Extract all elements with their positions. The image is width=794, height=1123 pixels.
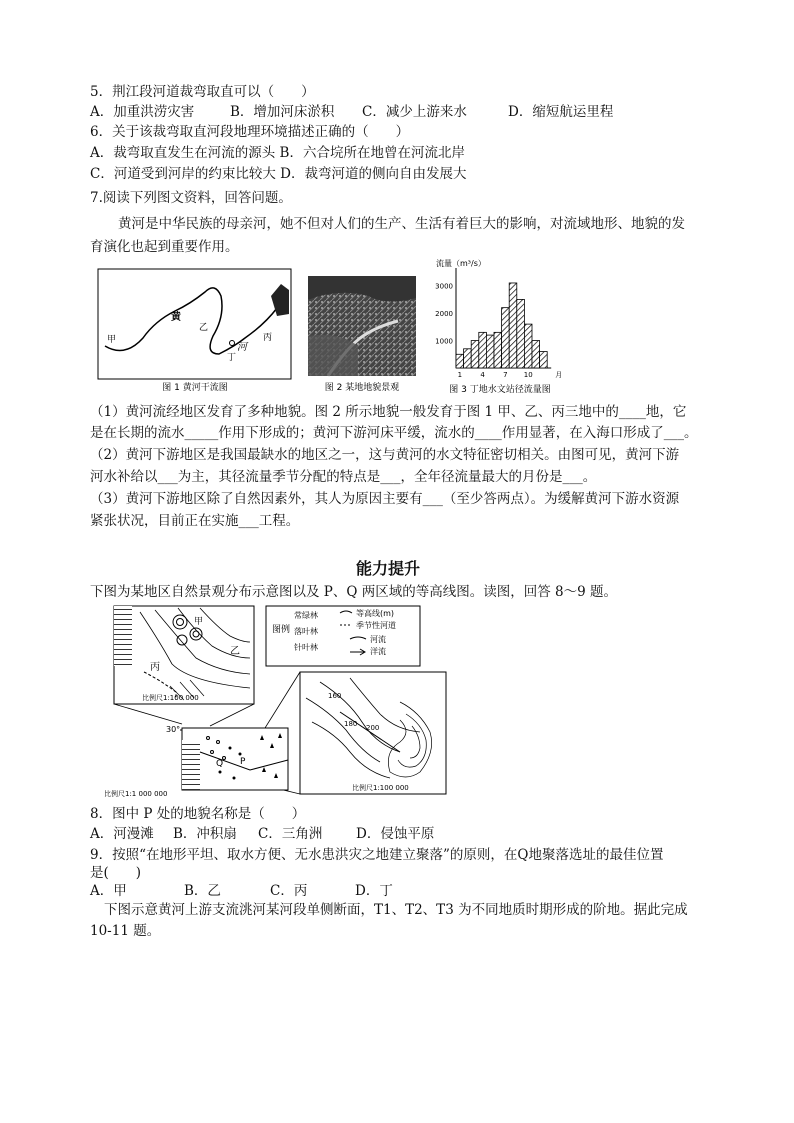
legend-conifer: 针叶林 <box>294 643 318 652</box>
q6-options-cd: C．河道受到河岸的约束比较大 D．裁弯河道的侧向自由发展大 <box>90 166 467 182</box>
fig1-label-he: 河 <box>237 342 247 353</box>
q5-option-a: A．加重洪涝灾害 <box>90 104 195 120</box>
chart-bar-month-3 <box>471 341 479 368</box>
legend-title: 图例 <box>272 625 291 635</box>
chart-x-tick-7: 7 <box>503 371 508 379</box>
chart-bar-month-12 <box>540 352 548 368</box>
contour-200: 200 <box>366 724 380 732</box>
q9-option-a: A．甲 <box>90 883 127 899</box>
map-label-yi: 乙 <box>230 646 240 657</box>
chart-bar-month-5 <box>486 335 494 368</box>
chart-bar-month-4 <box>479 332 487 368</box>
map-label-P: P <box>240 757 246 767</box>
q7-intro-2: 育演化也起到重要作用。 <box>90 239 239 255</box>
chart-bar-month-9 <box>517 299 525 368</box>
section-title: 能力提升 <box>356 559 421 578</box>
fig1-caption: 图 1 黄河干流图 <box>162 383 228 393</box>
q8-option-b: B．冲积扇 <box>173 826 237 842</box>
q8-option-d: D．侵蚀平原 <box>356 826 435 842</box>
figure-1-yellow-river-map <box>95 266 295 396</box>
q8-stem: 8．图中 P 处的地貌名称是（ ） <box>90 806 306 822</box>
contour-180: 180 <box>344 720 358 728</box>
chart-x-tick-1: 1 <box>457 371 463 379</box>
legend-seasonal-river: 季节性河道 <box>356 621 396 630</box>
map-scale-top: 比例尺1:100 000 <box>142 694 199 702</box>
legend-current: 洋流 <box>370 647 386 656</box>
fig1-label-bing: 丙 <box>263 333 273 343</box>
contour-160: 160 <box>328 692 342 700</box>
q8-option-a: A．河漫滩 <box>90 826 154 842</box>
q9-stem-2: 是( ) <box>90 865 142 881</box>
legend-contour: 等高线(m) <box>356 609 395 618</box>
natural-landscape-map <box>100 602 460 800</box>
q10-intro-1: 下图示意黄河上游支流洮河某河段单侧断面，T1、T2、T3 为不同地质时期形成的阶地。据此完成 <box>104 902 688 918</box>
chart-bar-month-6 <box>494 332 502 368</box>
map-label-Q: Q <box>216 759 224 769</box>
fig2-caption: 图 2 某地地貌景观 <box>324 383 400 393</box>
map-scale-main: 比例尺1:1 000 000 <box>104 790 168 798</box>
chart-x-tick-10: 10 <box>523 371 533 379</box>
q5-stem: 5．荆江段河道裁弯取直可以（ ） <box>90 84 315 100</box>
q9-option-b: B．乙 <box>184 883 221 899</box>
chart-bar-month-7 <box>502 308 510 368</box>
fig3-caption: 图 3 丁地水文站径流量图 <box>449 385 551 395</box>
legend-deciduous: 落叶林 <box>294 627 318 636</box>
chart-x-tick-4: 4 <box>480 371 485 379</box>
map-latitude: 30° <box>166 725 181 734</box>
figure-3-flow-chart <box>430 256 570 396</box>
chart-y-tick-3000: 3000 <box>435 282 453 291</box>
chart-bar-month-8 <box>509 283 517 368</box>
q7-sub2-line2: 河水补给以___为主，其径流量季节分配的特点是___，全年径流量最大的月份是___。 <box>90 469 597 485</box>
figure-2-landform-photo <box>308 276 418 396</box>
q6-options-ab: A．裁弯取直发生在河流的源头 B．六合垸所在地曾在河流北岸 <box>90 145 465 161</box>
legend-evergreen: 常绿林 <box>294 611 318 620</box>
chart-y-tick-1000: 1000 <box>435 337 453 346</box>
q10-intro-2: 10-11 题。 <box>90 923 161 939</box>
chart-bar-month-11 <box>532 341 540 368</box>
chart-bar-month-1 <box>456 354 464 368</box>
q7-stem: 7.阅读下列图文资料，回答问题。 <box>90 190 292 206</box>
q7-sub1-line1: （1）黄河流经地区发育了多种地貌。图 2 所示地貌一般发育于图 1 甲、乙、丙三地中的____地，它 <box>90 404 687 420</box>
q9-stem-1: 9．按照“在地形平坦、取水方便、无水患洪灾之地建立聚落”的原则，在Q地聚落选址的最佳位置 <box>90 847 664 863</box>
q9-option-c: C．丙 <box>270 883 308 899</box>
chart-bar-month-10 <box>524 324 532 368</box>
fig1-label-ding: 丁 <box>227 353 237 363</box>
q6-stem: 6．关于该裁弯取直河段地理环境描述正确的（ ） <box>90 124 410 140</box>
map-label-bing: 丙 <box>150 662 160 673</box>
q5-option-b: B．增加河床淤积 <box>230 104 335 120</box>
fig3-ylabel: 流量（m³/s） <box>436 259 486 268</box>
map-label-jia: 甲 <box>194 617 204 627</box>
q7-sub3-line2: 紧张状况，目前正在实施___工程。 <box>90 513 300 529</box>
fig1-label-huang: 黄 <box>171 312 181 323</box>
q7-sub1-line2: 是在长期的流水_____作用下形成的；黄河下游河床平缓，流水的____作用显著，在入海口形成了___。 <box>90 425 698 441</box>
chart-bar-month-2 <box>464 349 472 368</box>
q7-sub3-line1: （3）黄河下游地区除了自然因素外，其人为原因主要有___（至少答两点）。为缓解黄河下游水资源 <box>90 491 680 507</box>
q8-option-c: C．三角洲 <box>258 826 323 842</box>
q5-option-d: D．缩短航运里程 <box>508 104 614 120</box>
map-scale-right: 比例尺1:100 000 <box>352 784 409 792</box>
q7-intro-1: 黄河是中华民族的母亲河，她不但对人们的生产、生活有着巨大的影响，对流域地形、地貌的发 <box>118 216 685 232</box>
q9-option-d: D．丁 <box>355 883 393 899</box>
q7-sub2-line1: （2）黄河下游地区是我国最缺水的地区之一，这与黄河的水文特征密切相关。由图可见，黄河下游 <box>90 447 680 463</box>
q5-option-c: C．减少上游来水 <box>362 104 467 120</box>
fig1-label-yi: 乙 <box>199 323 209 333</box>
chart-y-tick-2000: 2000 <box>435 310 453 319</box>
legend-river: 河流 <box>370 635 386 644</box>
fig1-label-jia: 甲 <box>107 335 117 345</box>
chart-x-unit: 月 <box>555 371 563 379</box>
section-intro: 下图为某地区自然景观分布示意图以及 P、Q 两区域的等高线图。读图，回答 8～9 题。 <box>90 584 617 600</box>
